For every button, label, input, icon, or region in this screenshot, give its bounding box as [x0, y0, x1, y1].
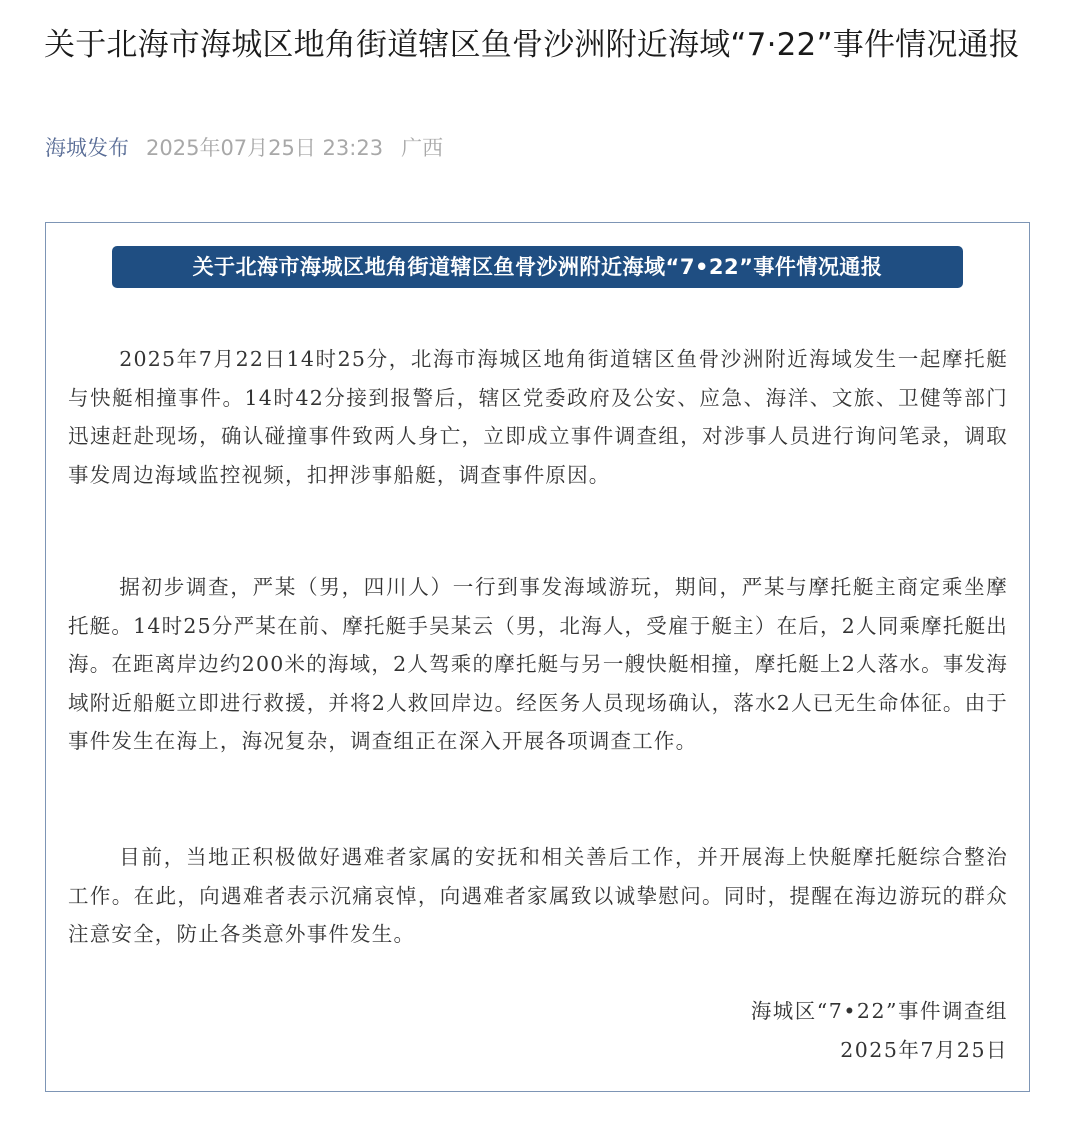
notice-banner-title: 关于北海市海城区地角街道辖区鱼骨沙洲附近海域“7•22”事件情况通报 — [112, 246, 963, 288]
publish-region: 广西 — [401, 136, 444, 160]
signature-date: 2025年7月25日 — [840, 1038, 1008, 1062]
signature-organization: 海城区“7•22”事件调查组 — [750, 999, 1008, 1023]
publish-time: 2025年07月25日 23:23 — [146, 136, 384, 160]
notice-paragraph-3: 目前，当地正积极做好遇难者家属的安抚和相关善后工作，并开展海上快艇摩托艇综合整治工作。在此，向遇难者表示沉痛哀悼，向遇难者家属致以诚挚慰问。同时，提醒在海边游玩的群众注意安全，防止各类意外事件发生。 — [68, 845, 1008, 946]
notice-paragraph-1: 2025年7月22日14时25分，北海市海城区地角街道辖区鱼骨沙洲附近海域发生一起摩托艇与快艇相撞事件。14时42分接到报警后，辖区党委政府及公安、应急、海洋、文旅、卫健等部门迅速赶赴现场，确认碰撞事件致两人身亡，立即成立事件调查组，对涉事人员进行询问笔录，调取事发周边海域监控视频，扣押涉事船艇，调查事件原因。 — [68, 347, 1008, 487]
article-meta — [45, 132, 443, 162]
notice-paragraph-2: 据初步调查，严某（男，四川人）一行到事发海域游玩，期间，严某与摩托艇主商定乘坐摩托艇。14时25分严某在前、摩托艇手吴某云（男，北海人，受雇于艇主）在后，2人同乘摩托艇出海。在距离岸边约200米的海域，2人驾乘的摩托艇与另一艘快艇相撞，摩托艇上2人落水。事发海域附近船艇立即进行救援，并将2人救回岸边。经医务人员现场确认，落水2人已无生命体征。由于事件发生在海上，海况复杂，调查组正在深入开展各项调查工作。 — [68, 575, 1008, 753]
article-title: 关于北海市海城区地角街道辖区鱼骨沙洲附近海域“7·22”事件情况通报 — [44, 27, 1020, 63]
author-link[interactable]: 海城发布 — [45, 136, 129, 160]
